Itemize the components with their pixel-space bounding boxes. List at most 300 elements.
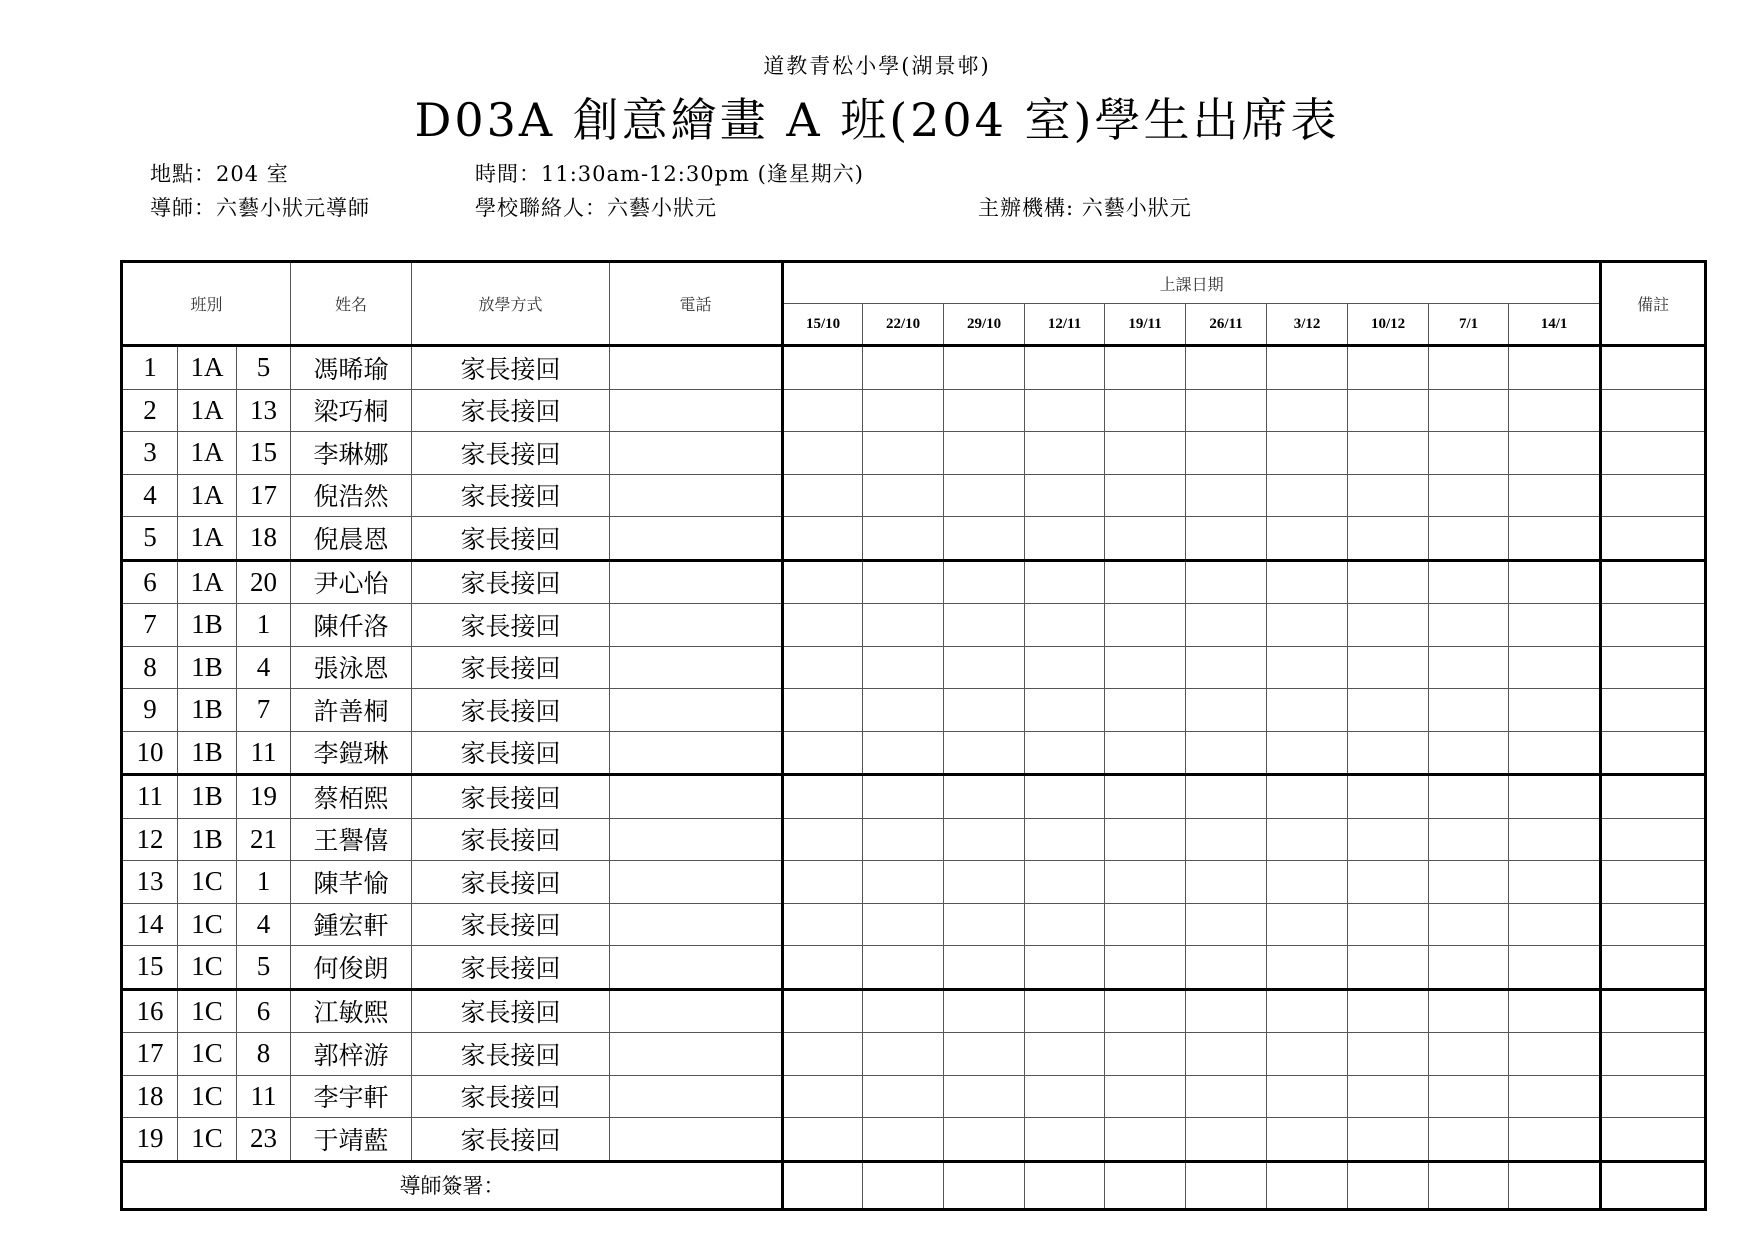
- attendance-cell[interactable]: [1429, 604, 1509, 647]
- attendance-cell[interactable]: [863, 560, 944, 604]
- phone-cell[interactable]: [610, 775, 783, 819]
- phone-cell[interactable]: [610, 346, 783, 390]
- attendance-cell[interactable]: [783, 775, 863, 819]
- attendance-cell[interactable]: [863, 861, 944, 904]
- phone-cell[interactable]: [610, 560, 783, 604]
- attendance-cell[interactable]: [1025, 861, 1105, 904]
- attendance-cell[interactable]: [783, 1118, 863, 1162]
- attendance-cell[interactable]: [1429, 517, 1509, 561]
- attendance-cell[interactable]: [944, 689, 1025, 732]
- attendance-cell[interactable]: [1348, 432, 1429, 475]
- attendance-cell[interactable]: [1348, 389, 1429, 432]
- phone-cell[interactable]: [610, 731, 783, 775]
- date-header: 26/11: [1186, 304, 1267, 346]
- attendance-cell[interactable]: [1105, 775, 1186, 819]
- attendance-cell[interactable]: [1429, 731, 1509, 775]
- attendance-cell[interactable]: [863, 818, 944, 861]
- attendance-cell[interactable]: [1348, 775, 1429, 819]
- attendance-cell[interactable]: [944, 946, 1025, 990]
- attendance-cell[interactable]: [783, 1033, 863, 1076]
- attendance-cell[interactable]: [1429, 1075, 1509, 1118]
- attendance-cell[interactable]: [1186, 775, 1267, 819]
- attendance-cell[interactable]: [944, 604, 1025, 647]
- attendance-cell[interactable]: [1509, 1033, 1601, 1076]
- student-name: 張泳恩: [291, 646, 412, 689]
- attendance-cell[interactable]: [1348, 1075, 1429, 1118]
- attendance-cell[interactable]: [1025, 818, 1105, 861]
- attendance-cell[interactable]: [944, 560, 1025, 604]
- attendance-cell[interactable]: [1509, 560, 1601, 604]
- attendance-cell[interactable]: [1509, 389, 1601, 432]
- phone-cell[interactable]: [610, 861, 783, 904]
- remarks-cell[interactable]: [1601, 560, 1706, 604]
- attendance-cell[interactable]: [1025, 474, 1105, 517]
- attendance-cell[interactable]: [1348, 946, 1429, 990]
- attendance-cell[interactable]: [1348, 731, 1429, 775]
- attendance-cell[interactable]: [783, 646, 863, 689]
- attendance-cell[interactable]: [1267, 389, 1348, 432]
- attendance-cell[interactable]: [1186, 903, 1267, 946]
- signature-cell[interactable]: [1025, 1161, 1105, 1209]
- attendance-cell[interactable]: [1105, 903, 1186, 946]
- attendance-cell[interactable]: [1348, 861, 1429, 904]
- table-row: [122, 389, 1706, 432]
- attendance-cell[interactable]: [863, 346, 944, 390]
- attendance-cell[interactable]: [1267, 604, 1348, 647]
- student-name: 李琳娜: [291, 432, 412, 475]
- attendance-cell[interactable]: [863, 389, 944, 432]
- attendance-cell[interactable]: [863, 646, 944, 689]
- attendance-cell[interactable]: [1267, 775, 1348, 819]
- attendance-cell[interactable]: [783, 989, 863, 1033]
- attendance-cell[interactable]: [1429, 389, 1509, 432]
- attendance-cell[interactable]: [1186, 604, 1267, 647]
- attendance-cell[interactable]: [1186, 689, 1267, 732]
- attendance-cell[interactable]: [1348, 474, 1429, 517]
- attendance-cell[interactable]: [1105, 432, 1186, 475]
- attendance-cell[interactable]: [944, 1075, 1025, 1118]
- attendance-cell[interactable]: [944, 818, 1025, 861]
- remarks-cell[interactable]: [1601, 604, 1706, 647]
- row-class-number: 7: [237, 689, 291, 732]
- student-name: 郭梓游: [291, 1033, 412, 1076]
- attendance-cell[interactable]: [863, 1118, 944, 1162]
- signature-row: [122, 1161, 1706, 1209]
- signature-cell[interactable]: [783, 1161, 863, 1209]
- attendance-cell[interactable]: [1509, 731, 1601, 775]
- attendance-cell[interactable]: [783, 689, 863, 732]
- student-name: 鍾宏軒: [291, 903, 412, 946]
- phone-cell[interactable]: [610, 517, 783, 561]
- date-header: 29/10: [944, 304, 1025, 346]
- phone-cell[interactable]: [610, 818, 783, 861]
- attendance-cell[interactable]: [783, 432, 863, 475]
- attendance-cell[interactable]: [1429, 989, 1509, 1033]
- attendance-cell[interactable]: [1186, 946, 1267, 990]
- attendance-cell[interactable]: [1105, 946, 1186, 990]
- row-class-number: 23: [237, 1118, 291, 1162]
- attendance-cell[interactable]: [1105, 689, 1186, 732]
- attendance-cell[interactable]: [1105, 861, 1186, 904]
- attendance-cell[interactable]: [783, 604, 863, 647]
- attendance-cell[interactable]: [1267, 1075, 1348, 1118]
- attendance-cell[interactable]: [944, 861, 1025, 904]
- time-info: 時間：11:30am-12:30pm (逢星期六): [475, 162, 864, 186]
- dismissal-method: 家長接回: [412, 432, 610, 475]
- attendance-cell[interactable]: [1025, 1075, 1105, 1118]
- attendance-cell[interactable]: [1509, 689, 1601, 732]
- table-row: [122, 1075, 1706, 1118]
- attendance-cell[interactable]: [783, 1075, 863, 1118]
- attendance-cell[interactable]: [1105, 604, 1186, 647]
- attendance-cell[interactable]: [1186, 432, 1267, 475]
- attendance-cell[interactable]: [863, 989, 944, 1033]
- location-info: 地點：204 室: [150, 162, 289, 186]
- remarks-cell[interactable]: [1601, 989, 1706, 1033]
- row-class-number: 11: [237, 1075, 291, 1118]
- attendance-cell[interactable]: [944, 389, 1025, 432]
- table-row: [122, 560, 1706, 604]
- attendance-cell[interactable]: [1025, 432, 1105, 475]
- attendance-cell[interactable]: [944, 989, 1025, 1033]
- row-number: 4: [122, 474, 178, 517]
- phone-cell[interactable]: [610, 432, 783, 475]
- table-row: [122, 474, 1706, 517]
- attendance-cell[interactable]: [1348, 903, 1429, 946]
- attendance-cell[interactable]: [1186, 646, 1267, 689]
- dismissal-method: 家長接回: [412, 646, 610, 689]
- student-name: 倪晨恩: [291, 517, 412, 561]
- attendance-cell[interactable]: [1025, 346, 1105, 390]
- signature-cell[interactable]: [1429, 1161, 1509, 1209]
- attendance-cell[interactable]: [1509, 346, 1601, 390]
- remarks-cell[interactable]: [1601, 861, 1706, 904]
- attendance-cell[interactable]: [1509, 604, 1601, 647]
- signature-cell[interactable]: [944, 1161, 1025, 1209]
- attendance-cell[interactable]: [1267, 646, 1348, 689]
- attendance-cell[interactable]: [863, 604, 944, 647]
- attendance-cell[interactable]: [1429, 818, 1509, 861]
- attendance-cell[interactable]: [863, 1033, 944, 1076]
- phone-cell[interactable]: [610, 903, 783, 946]
- attendance-cell[interactable]: [1429, 861, 1509, 904]
- dismissal-method: 家長接回: [412, 989, 610, 1033]
- attendance-cell[interactable]: [1025, 560, 1105, 604]
- table-row: [122, 731, 1706, 775]
- row-class-number: 5: [237, 346, 291, 390]
- attendance-cell[interactable]: [1509, 903, 1601, 946]
- attendance-cell[interactable]: [1105, 1118, 1186, 1162]
- remarks-cell[interactable]: [1601, 1033, 1706, 1076]
- attendance-cell[interactable]: [1186, 389, 1267, 432]
- row-number: 2: [122, 389, 178, 432]
- attendance-cell[interactable]: [1186, 1075, 1267, 1118]
- row-class: 1C: [178, 1033, 237, 1076]
- remarks-cell[interactable]: [1601, 646, 1706, 689]
- attendance-cell[interactable]: [944, 731, 1025, 775]
- attendance-cell[interactable]: [863, 474, 944, 517]
- attendance-cell[interactable]: [1105, 389, 1186, 432]
- attendance-cell[interactable]: [1429, 946, 1509, 990]
- attendance-cell[interactable]: [1267, 560, 1348, 604]
- attendance-cell[interactable]: [1267, 517, 1348, 561]
- row-class-number: 13: [237, 389, 291, 432]
- attendance-cell[interactable]: [783, 818, 863, 861]
- remarks-cell[interactable]: [1601, 775, 1706, 819]
- date-header: 7/1: [1429, 304, 1509, 346]
- attendance-cell[interactable]: [1186, 517, 1267, 561]
- phone-cell[interactable]: [610, 946, 783, 990]
- table-row: [122, 1118, 1706, 1162]
- attendance-cell[interactable]: [1267, 989, 1348, 1033]
- attendance-cell[interactable]: [944, 1033, 1025, 1076]
- attendance-cell[interactable]: [1429, 903, 1509, 946]
- signature-cell[interactable]: [1348, 1161, 1429, 1209]
- attendance-cell[interactable]: [1509, 646, 1601, 689]
- signature-cell[interactable]: [1267, 1161, 1348, 1209]
- row-number: 13: [122, 861, 178, 904]
- attendance-cell[interactable]: [1267, 346, 1348, 390]
- attendance-cell[interactable]: [1348, 989, 1429, 1033]
- attendance-cell[interactable]: [1509, 775, 1601, 819]
- attendance-cell[interactable]: [944, 517, 1025, 561]
- attendance-cell[interactable]: [1429, 432, 1509, 475]
- attendance-cell[interactable]: [1267, 1033, 1348, 1076]
- attendance-cell[interactable]: [1186, 731, 1267, 775]
- attendance-cell[interactable]: [1105, 818, 1186, 861]
- attendance-cell[interactable]: [1025, 946, 1105, 990]
- attendance-cell[interactable]: [1186, 560, 1267, 604]
- phone-cell[interactable]: [610, 989, 783, 1033]
- attendance-cell[interactable]: [863, 432, 944, 475]
- attendance-cell[interactable]: [1348, 517, 1429, 561]
- header-method: 放學方式: [412, 262, 610, 346]
- signature-remarks-cell[interactable]: [1601, 1161, 1706, 1209]
- attendance-cell[interactable]: [1025, 989, 1105, 1033]
- attendance-cell[interactable]: [1025, 604, 1105, 647]
- remarks-cell[interactable]: [1601, 689, 1706, 732]
- attendance-cell[interactable]: [1509, 818, 1601, 861]
- phone-cell[interactable]: [610, 646, 783, 689]
- attendance-cell[interactable]: [783, 517, 863, 561]
- remarks-cell[interactable]: [1601, 731, 1706, 775]
- phone-cell[interactable]: [610, 604, 783, 647]
- row-number: 17: [122, 1033, 178, 1076]
- attendance-cell[interactable]: [783, 946, 863, 990]
- attendance-cell[interactable]: [1186, 1033, 1267, 1076]
- attendance-cell[interactable]: [1509, 989, 1601, 1033]
- student-name: 尹心怡: [291, 560, 412, 604]
- attendance-cell[interactable]: [863, 903, 944, 946]
- attendance-cell[interactable]: [1348, 346, 1429, 390]
- row-number: 6: [122, 560, 178, 604]
- attendance-cell[interactable]: [1186, 474, 1267, 517]
- attendance-cell[interactable]: [1267, 946, 1348, 990]
- attendance-cell[interactable]: [863, 775, 944, 819]
- attendance-cell[interactable]: [1025, 903, 1105, 946]
- signature-cell[interactable]: [863, 1161, 944, 1209]
- row-number: 16: [122, 989, 178, 1033]
- attendance-cell[interactable]: [1105, 517, 1186, 561]
- attendance-cell[interactable]: [783, 474, 863, 517]
- signature-cell[interactable]: [1105, 1161, 1186, 1209]
- attendance-cell[interactable]: [1348, 1118, 1429, 1162]
- dismissal-method: 家長接回: [412, 560, 610, 604]
- attendance-cell[interactable]: [1025, 517, 1105, 561]
- phone-cell[interactable]: [610, 389, 783, 432]
- table-row: [122, 1033, 1706, 1076]
- attendance-cell[interactable]: [1267, 1118, 1348, 1162]
- attendance-cell[interactable]: [1429, 346, 1509, 390]
- attendance-cell[interactable]: [1105, 1033, 1186, 1076]
- attendance-cell[interactable]: [1025, 1118, 1105, 1162]
- attendance-cell[interactable]: [1429, 474, 1509, 517]
- remarks-cell[interactable]: [1601, 903, 1706, 946]
- attendance-cell[interactable]: [1186, 818, 1267, 861]
- attendance-cell[interactable]: [1348, 1033, 1429, 1076]
- attendance-cell[interactable]: [1429, 689, 1509, 732]
- attendance-cell[interactable]: [1267, 474, 1348, 517]
- attendance-cell[interactable]: [783, 903, 863, 946]
- attendance-cell[interactable]: [863, 731, 944, 775]
- attendance-cell[interactable]: [1267, 861, 1348, 904]
- dismissal-method: 家長接回: [412, 731, 610, 775]
- attendance-cell[interactable]: [1105, 1075, 1186, 1118]
- row-number: 3: [122, 432, 178, 475]
- date-header: 14/1: [1509, 304, 1601, 346]
- row-class-number: 1: [237, 604, 291, 647]
- attendance-cell[interactable]: [1186, 346, 1267, 390]
- attendance-cell[interactable]: [1186, 861, 1267, 904]
- attendance-cell[interactable]: [1267, 689, 1348, 732]
- attendance-cell[interactable]: [1267, 731, 1348, 775]
- phone-cell[interactable]: [610, 474, 783, 517]
- row-class: 1A: [178, 560, 237, 604]
- attendance-cell[interactable]: [1105, 646, 1186, 689]
- attendance-cell[interactable]: [1429, 560, 1509, 604]
- row-class: 1C: [178, 903, 237, 946]
- student-name: 何俊朗: [291, 946, 412, 990]
- attendance-cell[interactable]: [1429, 646, 1509, 689]
- attendance-cell[interactable]: [783, 389, 863, 432]
- attendance-cell[interactable]: [1025, 1033, 1105, 1076]
- row-class-number: 15: [237, 432, 291, 475]
- attendance-cell[interactable]: [1105, 346, 1186, 390]
- attendance-cell[interactable]: [944, 646, 1025, 689]
- attendance-cell[interactable]: [944, 903, 1025, 946]
- attendance-cell[interactable]: [1509, 1075, 1601, 1118]
- attendance-cell[interactable]: [863, 517, 944, 561]
- phone-cell[interactable]: [610, 1033, 783, 1076]
- dismissal-method: 家長接回: [412, 946, 610, 990]
- attendance-cell[interactable]: [1509, 517, 1601, 561]
- attendance-cell[interactable]: [1186, 989, 1267, 1033]
- row-class: 1B: [178, 731, 237, 775]
- attendance-cell[interactable]: [1509, 1118, 1601, 1162]
- remarks-cell[interactable]: [1601, 818, 1706, 861]
- attendance-cell[interactable]: [1429, 1033, 1509, 1076]
- signature-cell[interactable]: [1186, 1161, 1267, 1209]
- attendance-cell[interactable]: [944, 474, 1025, 517]
- attendance-cell[interactable]: [1348, 689, 1429, 732]
- attendance-cell[interactable]: [1429, 1118, 1509, 1162]
- row-number: 19: [122, 1118, 178, 1162]
- remarks-cell[interactable]: [1601, 1118, 1706, 1162]
- table-row: [122, 775, 1706, 819]
- attendance-cell[interactable]: [1509, 474, 1601, 517]
- attendance-cell[interactable]: [1105, 989, 1186, 1033]
- attendance-cell[interactable]: [863, 689, 944, 732]
- attendance-cell[interactable]: [1186, 1118, 1267, 1162]
- attendance-cell[interactable]: [944, 1118, 1025, 1162]
- attendance-cell[interactable]: [1348, 560, 1429, 604]
- student-name: 李鎧琳: [291, 731, 412, 775]
- remarks-cell[interactable]: [1601, 346, 1706, 390]
- attendance-cell[interactable]: [1105, 474, 1186, 517]
- attendance-cell[interactable]: [1509, 946, 1601, 990]
- attendance-cell[interactable]: [863, 946, 944, 990]
- phone-cell[interactable]: [610, 689, 783, 732]
- signature-cell[interactable]: [1509, 1161, 1601, 1209]
- attendance-cell[interactable]: [783, 560, 863, 604]
- phone-cell[interactable]: [610, 1075, 783, 1118]
- attendance-cell[interactable]: [1267, 432, 1348, 475]
- attendance-cell[interactable]: [944, 775, 1025, 819]
- phone-cell[interactable]: [610, 1118, 783, 1162]
- attendance-cell[interactable]: [1025, 731, 1105, 775]
- attendance-cell[interactable]: [783, 731, 863, 775]
- attendance-cell[interactable]: [944, 432, 1025, 475]
- row-class: 1C: [178, 1075, 237, 1118]
- remarks-cell[interactable]: [1601, 474, 1706, 517]
- attendance-cell[interactable]: [1509, 432, 1601, 475]
- attendance-cell[interactable]: [1105, 560, 1186, 604]
- table-row: [122, 818, 1706, 861]
- table-row: [122, 346, 1706, 390]
- attendance-cell[interactable]: [1025, 646, 1105, 689]
- row-number: 5: [122, 517, 178, 561]
- remarks-cell[interactable]: [1601, 389, 1706, 432]
- row-number: 11: [122, 775, 178, 819]
- attendance-cell[interactable]: [944, 346, 1025, 390]
- row-class: 1B: [178, 604, 237, 647]
- attendance-cell[interactable]: [1267, 903, 1348, 946]
- attendance-cell[interactable]: [1025, 389, 1105, 432]
- attendance-cell[interactable]: [1105, 731, 1186, 775]
- table-row: [122, 517, 1706, 561]
- remarks-cell[interactable]: [1601, 946, 1706, 990]
- attendance-cell[interactable]: [1025, 775, 1105, 819]
- dismissal-method: 家長接回: [412, 1075, 610, 1118]
- attendance-cell[interactable]: [783, 346, 863, 390]
- attendance-cell[interactable]: [863, 1075, 944, 1118]
- attendance-cell[interactable]: [783, 861, 863, 904]
- row-class: 1A: [178, 517, 237, 561]
- remarks-cell[interactable]: [1601, 517, 1706, 561]
- attendance-cell[interactable]: [1509, 861, 1601, 904]
- attendance-cell[interactable]: [1348, 818, 1429, 861]
- row-class: 1C: [178, 989, 237, 1033]
- attendance-cell[interactable]: [1267, 818, 1348, 861]
- attendance-cell[interactable]: [1429, 775, 1509, 819]
- dismissal-method: 家長接回: [412, 775, 610, 819]
- remarks-cell[interactable]: [1601, 1075, 1706, 1118]
- dismissal-method: 家長接回: [412, 689, 610, 732]
- attendance-cell[interactable]: [1348, 646, 1429, 689]
- attendance-cell[interactable]: [1025, 689, 1105, 732]
- remarks-cell[interactable]: [1601, 432, 1706, 475]
- attendance-cell[interactable]: [1348, 604, 1429, 647]
